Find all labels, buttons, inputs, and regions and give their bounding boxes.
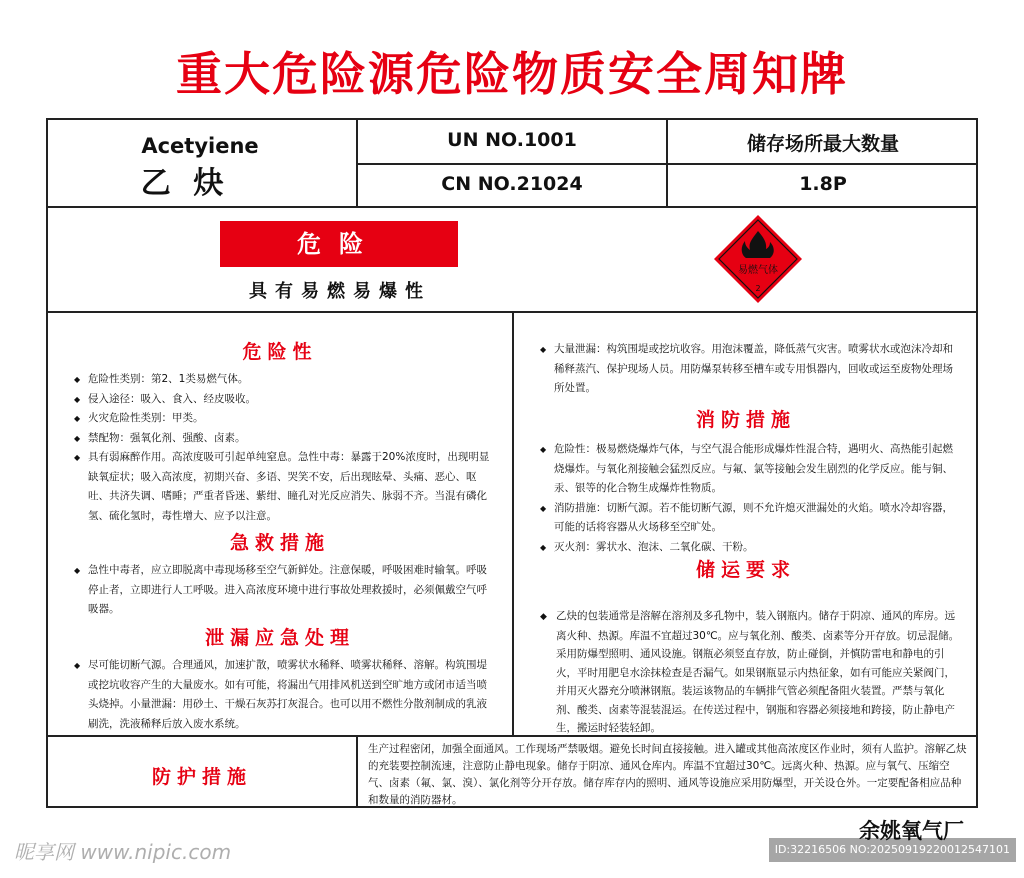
sign-number: 2	[755, 284, 761, 293]
list-item: ◆ 消防措施：切断气源。若不能切断气源，则不允许熄灭泄漏处的火焰。喷水冷却容器，可能的话将容器从火场移至空旷处。	[540, 499, 960, 538]
divider	[358, 163, 978, 165]
storage-max-value: 1.8P	[799, 173, 847, 195]
leak-title: 泄漏应急处理	[204, 627, 355, 649]
flammable-gas-icon	[712, 213, 804, 305]
danger-subtitle: 具有易燃易爆性	[249, 281, 431, 302]
page-title: 重大危险源危险物质安全周知牌	[176, 47, 848, 101]
list-item: ◆ 禁配物：强氧化剂、强酸、卤素。	[74, 429, 494, 449]
danger-label: 危险	[220, 221, 458, 267]
first-aid-list	[74, 561, 494, 620]
protection-text: 生产过程密闭，加强全面通风。工作现场严禁吸烟。避免长时间直接接触。进入罐或其他高浓度区作业时，须有人监护。溶解乙炔的充装要控制流速，注意防止静电现象。储存于阴凉、通风仓库内。库温不宜超过30℃。远离火种、热源。应与氧气、压缩空气、卤素（氟、氯、溴）、氯化剂等分开存放。储存库存内的照明、通风等设施应采用防爆型，开关设仓外。一定要配备相应品种和数量的消防器材。	[368, 743, 967, 806]
large-leak-list	[540, 340, 960, 399]
un-number: UN NO.1001	[447, 129, 577, 151]
hazard-title: 危险性	[242, 341, 318, 363]
sign-text: 易燃气体	[738, 265, 778, 276]
divider	[356, 735, 358, 808]
storage-text	[540, 607, 960, 738]
hazard-list	[74, 370, 494, 526]
cn-number: CN NO.21024	[441, 173, 583, 195]
fire-list	[540, 440, 960, 557]
list-item: ◆ 急性中毒者，应立即脱离中毒现场移至空气新鲜处。注意保暖，呼吸困难时输氧。呼吸停止者，立即进行人工呼吸。进入高浓度环境中进行事故处理救援时，必须佩戴空气呼吸器。	[74, 561, 494, 620]
list-item: ◆ 尽可能切断气源。合理通风，加速扩散，喷雾状水稀释、喷雾状稀释、溶解。构筑围堤或挖坑收容产生的大量废水。如有可能，将漏出气用排风机送到空旷地方或闭市适当喷头烧掉。小量泄漏：用砂土、干燥石灰苏打灰混合。也可以用不燃性分散剂制成的乳液刷洗，洗液稀释后放入废水系统。	[74, 656, 494, 734]
protection-title: 防护措施	[151, 766, 252, 788]
list-item: ◆ 火灾危险性类别：甲类。	[74, 409, 494, 429]
chemical-name-en: Acetyiene	[141, 134, 259, 158]
leak-list	[74, 656, 494, 734]
chemical-name-cn: 乙 炔	[140, 166, 230, 201]
watermark-id: ID:32216506 NO:20250919220012547101	[769, 838, 1016, 862]
first-aid-title: 急救措施	[229, 532, 330, 554]
company-name: 余姚氧气厂	[859, 819, 964, 843]
list-item: ◆ 大量泄漏：构筑围堤或挖坑收容。用泡沫覆盖，降低蒸气灾害。喷雾状水或泡沫冷却和稀释蒸汽、保护现场人员。用防爆泵转移至槽车或专用惧器内，回收或运至废物处理场所处置。	[540, 340, 960, 399]
list-item: ◆ 危险性类别：第2、1类易燃气体。	[74, 370, 494, 390]
divider	[512, 311, 514, 737]
storage-title: 储运要求	[695, 559, 796, 581]
list-item: ◆ 乙炔的包装通常是溶解在溶剂及多孔物中，装入钢瓶内。储存于阴凉、通风的库房。远离火种、热源。库温不宜超过30℃。应与氧化剂、酸类、卤素等分开存放。切忌混储。采用防爆型照明、通风设施。钢瓶必须竖直存放，防止碰倒，并慎防雷电和静电的引火，平时用肥皂水涂抹检查是否漏气。如果钢瓶显示内热征象，如有可能应关紧阀门，并用灭火器充分喷淋钢瓶。装运该物品的车辆排气管必须配备阻火装置。严禁与氧化剂、酸类、卤素等混装混运。在传送过程中，钢瓶和容器必须接地和跨接，防止静电产生，搬运时轻装轻卸。	[540, 607, 960, 738]
list-item: ◆ 灭火剂：雾状水、泡沫、二氧化碳、干粉。	[540, 538, 960, 558]
watermark-logo: 昵享网 www.nipic.com	[14, 840, 232, 864]
divider	[46, 206, 978, 208]
list-item: ◆ 具有弱麻醉作用。高浓度吸可引起单纯窒息。急性中毒：暴露于20%浓度时，出现明显缺氧症状；吸入高浓度，初期兴奋、多语、哭笑不安，后出现眩晕、头痛、恶心、呕吐、共济失调、嗜睡；严重者昏迷、紫绀、瞳孔对光反应消失、脉弱不齐。当混有磷化氢、硫化氢时，毒性增大、应予以注意。	[74, 448, 494, 526]
fire-title: 消防措施	[695, 409, 796, 431]
storage-max-label: 储存场所最大数量	[746, 133, 899, 155]
flammable-gas-sign	[712, 213, 804, 305]
list-item: ◆ 危险性：极易燃烧爆炸气体，与空气混合能形成爆炸性混合特，遇明火、高热能引起燃烧爆炸。与氧化剂接触会猛烈反应。与氟、氯等接触会发生剧烈的化学反应。能与铜、汞、银等的化合物生成爆炸性物质。	[540, 440, 960, 499]
list-item: ◆ 侵入途径：吸入、食入、经皮吸收。	[74, 390, 494, 410]
